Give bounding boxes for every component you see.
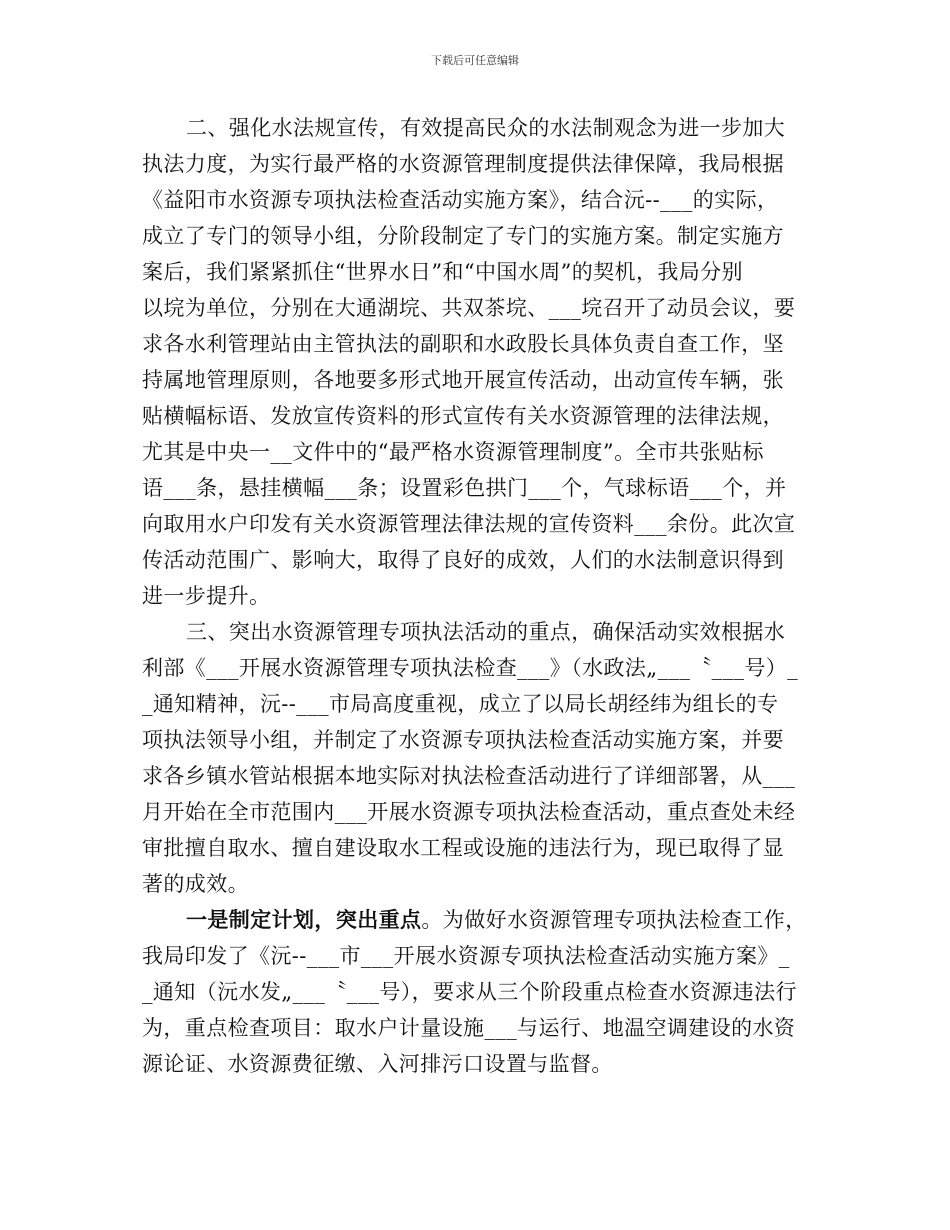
text-line: 项执法领导小组，并制定了水资源专项执法检查活动实施方案，并要: [142, 728, 784, 752]
text-line: 案后，我们紧紧抓住“世界水日”和“中国水周”的契机，我局分别: [142, 260, 743, 284]
document-body: [142, 110, 814, 1082]
text-line: 传活动范围广、影响大，取得了良好的成效，人们的水法制意识得到: [142, 548, 784, 572]
paragraph-two: [142, 110, 814, 614]
paragraph-three: [142, 614, 814, 902]
text-line: 成立了专门的领导小组，分阶段制定了专门的实施方案。制定实施方: [142, 224, 784, 248]
text-line: _通知（沅水发„___〝___号），要求从三个阶段重点检查水资源违法行: [142, 980, 797, 1004]
text-line: 《益阳市水资源专项执法检查活动实施方案》，结合沅--___的实际，: [142, 188, 779, 212]
text-line: 求各乡镇水管站根据本地实际对执法检查活动进行了详细部署，从___: [142, 764, 796, 788]
text-line: [142, 902, 814, 938]
text-line: 贴横幅标语、发放宣传资料的形式宣传有关水资源管理的法律法规，: [142, 404, 784, 428]
text-line: 向取用水户印发有关水资源管理法律法规的宣传资料___余份。此次宣: [142, 512, 796, 536]
text-line: 为，重点检查项目：取水户计量设施___与运行、地温空调建设的水资: [142, 1016, 796, 1040]
lead-rest: 。为做好水资源管理专项执法检查工作，: [421, 908, 807, 932]
text-line: 利部《___开展水资源管理专项执法检查___》（水政法„___〝___号）_: [142, 656, 799, 680]
bold-lead-phrase: 一是制定计划，突出重点: [186, 907, 422, 932]
text-line: 著的成效。: [142, 872, 249, 896]
text-line: 进一步提升。: [142, 584, 271, 608]
text-line: 持属地管理原则，各地要多形式地开展宣传活动，出动宣传车辆，张: [142, 368, 784, 392]
text-line: _通知精神，沅--___市局高度重视，成立了以局长胡经纬为组长的专: [142, 692, 779, 716]
text-line: 以垸为单位，分别在大通湖垸、共双茶垸、___垸召开了动员会议，要: [142, 296, 796, 320]
text-line: 审批擅自取水、擅自建设取水工程或设施的违法行为，现已取得了显: [142, 836, 784, 860]
text-line: 源论证、水资源费征缴、入河排污口设置与监督。: [142, 1052, 613, 1076]
text-line: 尤其是中央一__文件中的“最严格水资源管理制度”。全市共张贴标: [142, 440, 764, 464]
text-line: 执法力度，为实行最严格的水资源管理制度提供法律保障，我局根据: [142, 152, 784, 176]
paragraph-plan: [142, 902, 814, 1082]
text-line: 二、强化水法规宣传，有效提高民众的水法制观念为进一步加大: [186, 116, 786, 140]
page-header: 下载后可任意编辑: [431, 54, 519, 67]
text-line: 月开始在全市范围内___开展水资源专项执法检查活动，重点查处未经: [142, 800, 796, 824]
text-line: 我局印发了《沅--___市___开展水资源专项执法检查活动实施方案》_: [142, 944, 790, 968]
text-line: 求各水利管理站由主管执法的副职和水政股长具体负责自查工作，坚: [142, 332, 784, 356]
text-line: 三、突出水资源管理专项执法活动的重点，确保活动实效根据水: [186, 620, 786, 644]
text-line: 语___条，悬挂横幅___条；设置彩色拱门___个，气球标语___个，并: [142, 476, 787, 500]
